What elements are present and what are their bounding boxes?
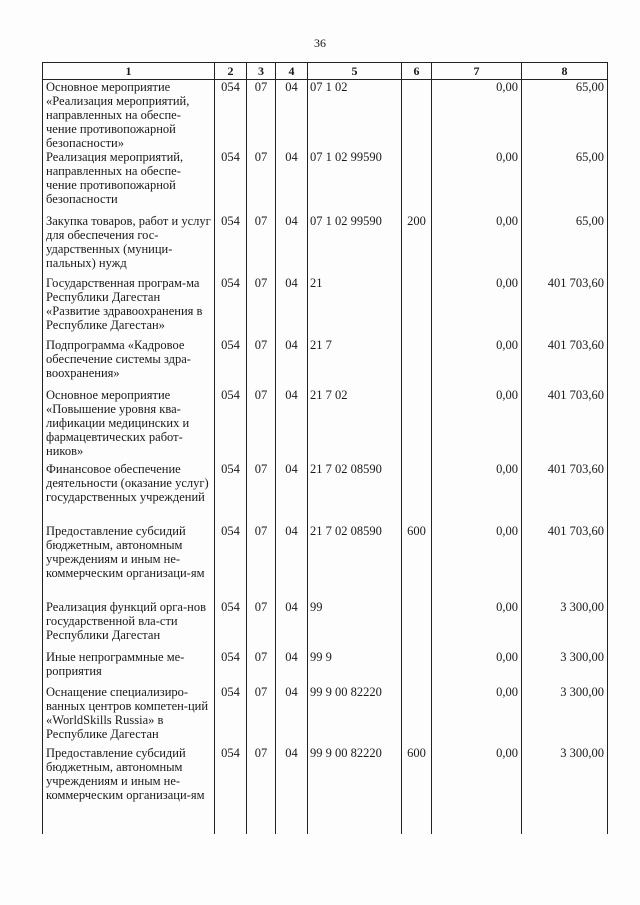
row-amount-col7: 0,00 xyxy=(432,685,522,746)
filler-cell xyxy=(276,812,308,834)
row-code-col3: 07 xyxy=(247,462,276,524)
row-amount-col8: 3 300,00 xyxy=(522,650,608,685)
header-row xyxy=(43,63,608,80)
row-code-col5: 21 xyxy=(308,276,402,338)
row-amount-col8: 65,00 xyxy=(522,214,608,276)
row-code-col4: 04 xyxy=(276,214,308,276)
row-code-col5: 07 1 02 xyxy=(308,80,402,151)
table-row xyxy=(43,524,608,600)
table-row xyxy=(43,150,608,214)
row-code-col3: 07 xyxy=(247,214,276,276)
row-amount-col7: 0,00 xyxy=(432,338,522,388)
row-code-col5: 21 7 02 08590 xyxy=(308,462,402,524)
table-body xyxy=(43,80,608,835)
row-code-col4: 04 xyxy=(276,524,308,600)
row-code-col2: 054 xyxy=(215,150,247,214)
row-amount-col8: 401 703,60 xyxy=(522,338,608,388)
row-code-col3: 07 xyxy=(247,685,276,746)
row-code-col2: 054 xyxy=(215,276,247,338)
row-code-col3: 07 xyxy=(247,746,276,812)
row-name-cell: Основное мероприятие «Реализация мероприятий, направленных на обеспе-чение противопожарной безопасности» xyxy=(43,80,215,151)
table-row xyxy=(43,276,608,338)
row-amount-col7: 0,00 xyxy=(432,462,522,524)
row-amount-col7: 0,00 xyxy=(432,276,522,338)
row-code-col2: 054 xyxy=(215,80,247,151)
table-row xyxy=(43,650,608,685)
row-code-col5: 21 7 02 xyxy=(308,388,402,462)
column-header-6: 6 xyxy=(402,63,432,80)
row-amount-col8: 65,00 xyxy=(522,150,608,214)
row-amount-col8: 401 703,60 xyxy=(522,524,608,600)
row-code-col3: 07 xyxy=(247,388,276,462)
row-amount-col8: 401 703,60 xyxy=(522,462,608,524)
row-code-col2: 054 xyxy=(215,524,247,600)
row-code-col2: 054 xyxy=(215,388,247,462)
table-row-filler xyxy=(43,812,608,834)
row-amount-col8: 3 300,00 xyxy=(522,685,608,746)
row-name-cell: Подпрограмма «Кадровое обеспечение системы здра-воохранения» xyxy=(43,338,215,388)
row-name-cell: Финансовое обеспечение деятельности (оказание услуг) государственных учреждений xyxy=(43,462,215,524)
column-header-5: 5 xyxy=(308,63,402,80)
row-name-cell: Предоставление субсидий бюджетным, автономным учреждениям и иным не-коммерческим организаци-ям xyxy=(43,524,215,600)
row-amount-col8: 401 703,60 xyxy=(522,276,608,338)
row-code-col4: 04 xyxy=(276,80,308,151)
row-code-col5: 07 1 02 99590 xyxy=(308,214,402,276)
page-number: 36 xyxy=(314,36,326,50)
table-row xyxy=(43,600,608,650)
row-code-col5: 99 xyxy=(308,600,402,650)
row-code-col6 xyxy=(402,685,432,746)
row-amount-col7: 0,00 xyxy=(432,524,522,600)
row-code-col3: 07 xyxy=(247,600,276,650)
table-row xyxy=(43,80,608,151)
row-code-col4: 04 xyxy=(276,338,308,388)
row-code-col5: 99 9 00 82220 xyxy=(308,685,402,746)
row-code-col5: 07 1 02 99590 xyxy=(308,150,402,214)
row-amount-col7: 0,00 xyxy=(432,80,522,151)
table-row xyxy=(43,462,608,524)
row-name-cell: Закупка товаров, работ и услуг для обеспечения гос-ударственных (муници-пальных) нужд xyxy=(43,214,215,276)
row-code-col3: 07 xyxy=(247,338,276,388)
row-code-col2: 054 xyxy=(215,338,247,388)
row-code-col3: 07 xyxy=(247,80,276,151)
row-name-cell: Реализация функций орга-нов государственной вла-сти Республики Дагестан xyxy=(43,600,215,650)
column-header-2: 2 xyxy=(215,63,247,80)
row-code-col2: 054 xyxy=(215,214,247,276)
row-amount-col7: 0,00 xyxy=(432,214,522,276)
row-code-col6 xyxy=(402,276,432,338)
row-code-col4: 04 xyxy=(276,276,308,338)
filler-cell xyxy=(402,812,432,834)
row-code-col4: 04 xyxy=(276,150,308,214)
table-row xyxy=(43,746,608,812)
filler-cell xyxy=(247,812,276,834)
filler-cell xyxy=(43,812,215,834)
row-code-col3: 07 xyxy=(247,650,276,685)
filler-cell xyxy=(308,812,402,834)
row-code-col6 xyxy=(402,388,432,462)
table-row xyxy=(43,338,608,388)
row-amount-col7: 0,00 xyxy=(432,746,522,812)
row-code-col6 xyxy=(402,80,432,151)
column-header-7: 7 xyxy=(432,63,522,80)
row-code-col4: 04 xyxy=(276,462,308,524)
row-code-col3: 07 xyxy=(247,276,276,338)
row-name-cell: Государственная програм-ма Республики Дагестан «Развитие здравоохранения в Республике Дагестан» xyxy=(43,276,215,338)
row-code-col2: 054 xyxy=(215,462,247,524)
row-code-col2: 054 xyxy=(215,600,247,650)
row-code-col4: 04 xyxy=(276,600,308,650)
row-code-col5: 21 7 02 08590 xyxy=(308,524,402,600)
row-code-col2: 054 xyxy=(215,650,247,685)
row-code-col6: 200 xyxy=(402,214,432,276)
column-header-8: 8 xyxy=(522,63,608,80)
row-code-col6 xyxy=(402,462,432,524)
filler-cell xyxy=(215,812,247,834)
row-code-col2: 054 xyxy=(215,746,247,812)
row-name-cell: Иные непрограммные ме-роприятия xyxy=(43,650,215,685)
row-amount-col7: 0,00 xyxy=(432,600,522,650)
row-amount-col8: 3 300,00 xyxy=(522,746,608,812)
row-amount-col7: 0,00 xyxy=(432,150,522,214)
row-name-cell: Предоставление субсидий бюджетным, автономным учреждениям и иным не-коммерческим организаци-ям xyxy=(43,746,215,812)
row-code-col6 xyxy=(402,150,432,214)
row-code-col4: 04 xyxy=(276,685,308,746)
row-code-col6: 600 xyxy=(402,524,432,600)
row-code-col4: 04 xyxy=(276,650,308,685)
column-header-3: 3 xyxy=(247,63,276,80)
row-code-col6 xyxy=(402,600,432,650)
row-amount-col8: 401 703,60 xyxy=(522,388,608,462)
row-code-col2: 054 xyxy=(215,685,247,746)
row-code-col4: 04 xyxy=(276,746,308,812)
table-row xyxy=(43,388,608,462)
row-code-col6 xyxy=(402,338,432,388)
row-code-col3: 07 xyxy=(247,524,276,600)
row-code-col4: 04 xyxy=(276,388,308,462)
row-code-col6: 600 xyxy=(402,746,432,812)
row-code-col3: 07 xyxy=(247,150,276,214)
column-header-4: 4 xyxy=(276,63,308,80)
filler-cell xyxy=(432,812,522,834)
row-code-col5: 99 9 xyxy=(308,650,402,685)
row-code-col6 xyxy=(402,650,432,685)
row-amount-col8: 3 300,00 xyxy=(522,600,608,650)
table-row xyxy=(43,685,608,746)
budget-table xyxy=(42,62,608,834)
row-amount-col8: 65,00 xyxy=(522,80,608,151)
filler-cell xyxy=(522,812,608,834)
row-code-col5: 99 9 00 82220 xyxy=(308,746,402,812)
row-name-cell: Оснащение специализиро-ванных центров компетен-ций «WorldSkills Russia» в Республике Дагестан xyxy=(43,685,215,746)
table-row xyxy=(43,214,608,276)
row-name-cell: Основное мероприятие «Повышение уровня ква-лификации медицинских и фармацевтических работ-ников» xyxy=(43,388,215,462)
row-amount-col7: 0,00 xyxy=(432,388,522,462)
column-header-1: 1 xyxy=(43,63,215,80)
row-amount-col7: 0,00 xyxy=(432,650,522,685)
row-name-cell: Реализация мероприятий, направленных на обеспе-чение противопожарной безопасности xyxy=(43,150,215,214)
row-code-col5: 21 7 xyxy=(308,338,402,388)
